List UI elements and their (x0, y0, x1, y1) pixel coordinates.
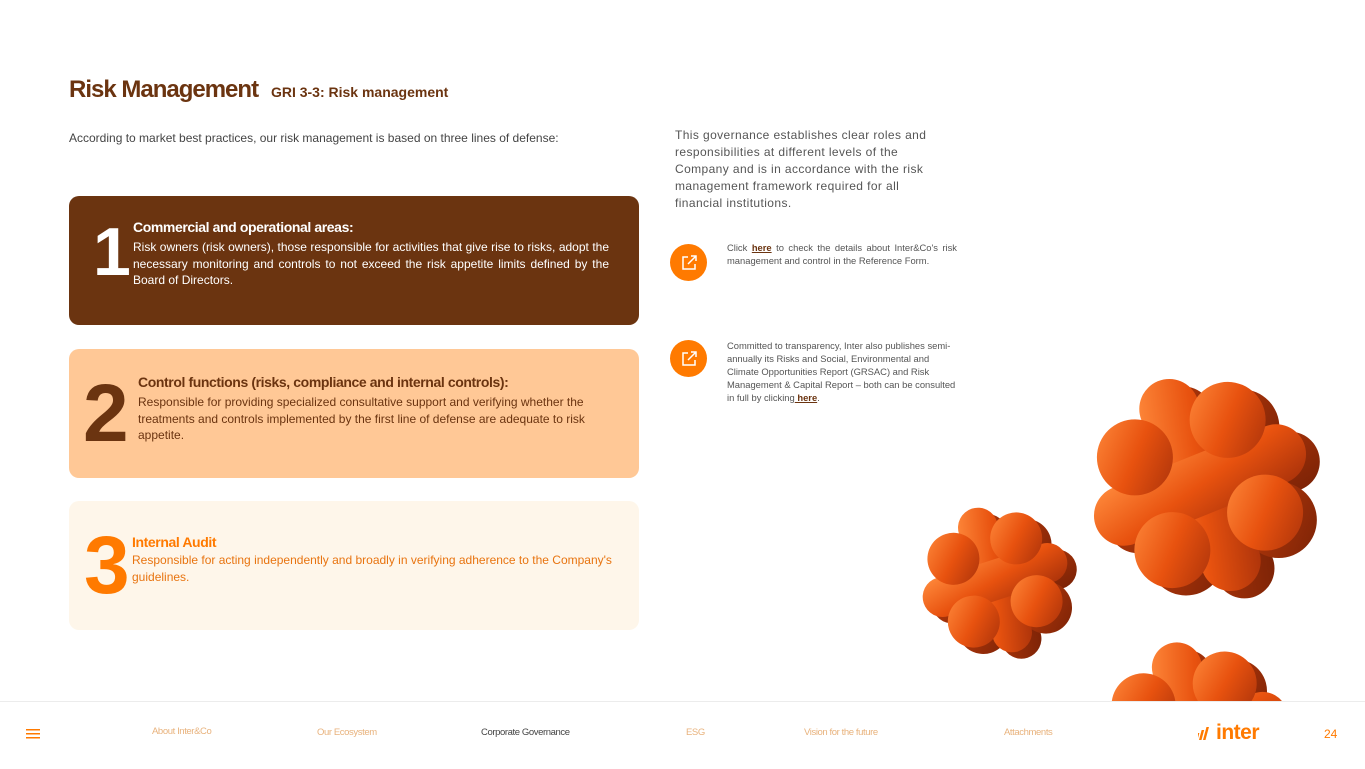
nav-our-ecosystem[interactable]: Our Ecosystem (317, 727, 377, 738)
external-link-icon[interactable] (670, 244, 707, 281)
decorative-3d-shapes (900, 360, 1365, 701)
external-link-icon[interactable] (670, 340, 707, 377)
page-title-gri: GRI 3-3: Risk management (270, 84, 449, 100)
line-heading: Commercial and operational areas: (133, 219, 354, 235)
line-body: Responsible for acting independently and broadly in verifying adherence to the Company's guidelines. (132, 553, 612, 584)
line-number: 3 (84, 520, 130, 611)
cross-shape-bottom (1079, 617, 1322, 701)
reports-link[interactable]: here (794, 392, 818, 403)
line-number: 1 (93, 214, 131, 290)
nav-corporate-governance[interactable]: Corporate Governance (481, 727, 570, 738)
line-of-defense-1 (69, 196, 639, 325)
footer-nav-bar (0, 701, 1365, 769)
cross-shape-large (1054, 360, 1359, 642)
line-of-defense-3 (69, 501, 639, 630)
inter-logo[interactable]: inter (1198, 721, 1259, 745)
reference-form-link[interactable]: here (751, 242, 772, 253)
cross-shape-small (900, 483, 1098, 683)
page-title (69, 68, 448, 105)
line-body: Risk owners (risk owners), those responsible for activities that give rise to risks, adopt the necessary monitoring and controls to not exceed the risk appetite limits defined by the Board of Directors. (133, 240, 609, 287)
line-number: 2 (83, 368, 129, 459)
inter-logo-icon (1198, 725, 1214, 741)
nav-esg[interactable]: ESG (686, 727, 705, 738)
governance-text: This governance establishes clear roles and responsibilities at different levels of the Company and is in accordance with the risk management framework required for all financial institutions. (675, 128, 927, 210)
nav-attachments[interactable]: Attachments (1004, 727, 1053, 738)
line-of-defense-2 (69, 349, 639, 478)
nav-vision-for-the-future[interactable]: Vision for the future (804, 727, 878, 738)
reports-note: Committed to transparency, Inter also publishes semi-annually its Risks and Social, Environmental and Climate Opportunities Report (GRSAC) and Risk Management & Capital Report – both can be consulted in full by clicking here. (727, 340, 956, 403)
page-title-main: Risk Management (69, 76, 259, 103)
nav-about-interco[interactable]: About Inter&Co (152, 726, 212, 737)
reference-form-note: Click here to check the details about Inter&Co's risk management and control in the Reference Form. (727, 242, 957, 266)
hamburger-menu-icon[interactable] (26, 727, 40, 745)
line-heading: Control functions (risks, compliance and internal controls): (138, 374, 509, 390)
page-number: 24 (1324, 727, 1338, 741)
intro-text: According to market best practices, our risk management is based on three lines of defense: (69, 131, 559, 145)
line-body: Responsible for providing specialized consultative support and verifying whether the treatments and controls implemented by the first line of defense are adequate to risk appetite. (138, 395, 585, 442)
line-heading: Internal Audit (132, 534, 217, 550)
